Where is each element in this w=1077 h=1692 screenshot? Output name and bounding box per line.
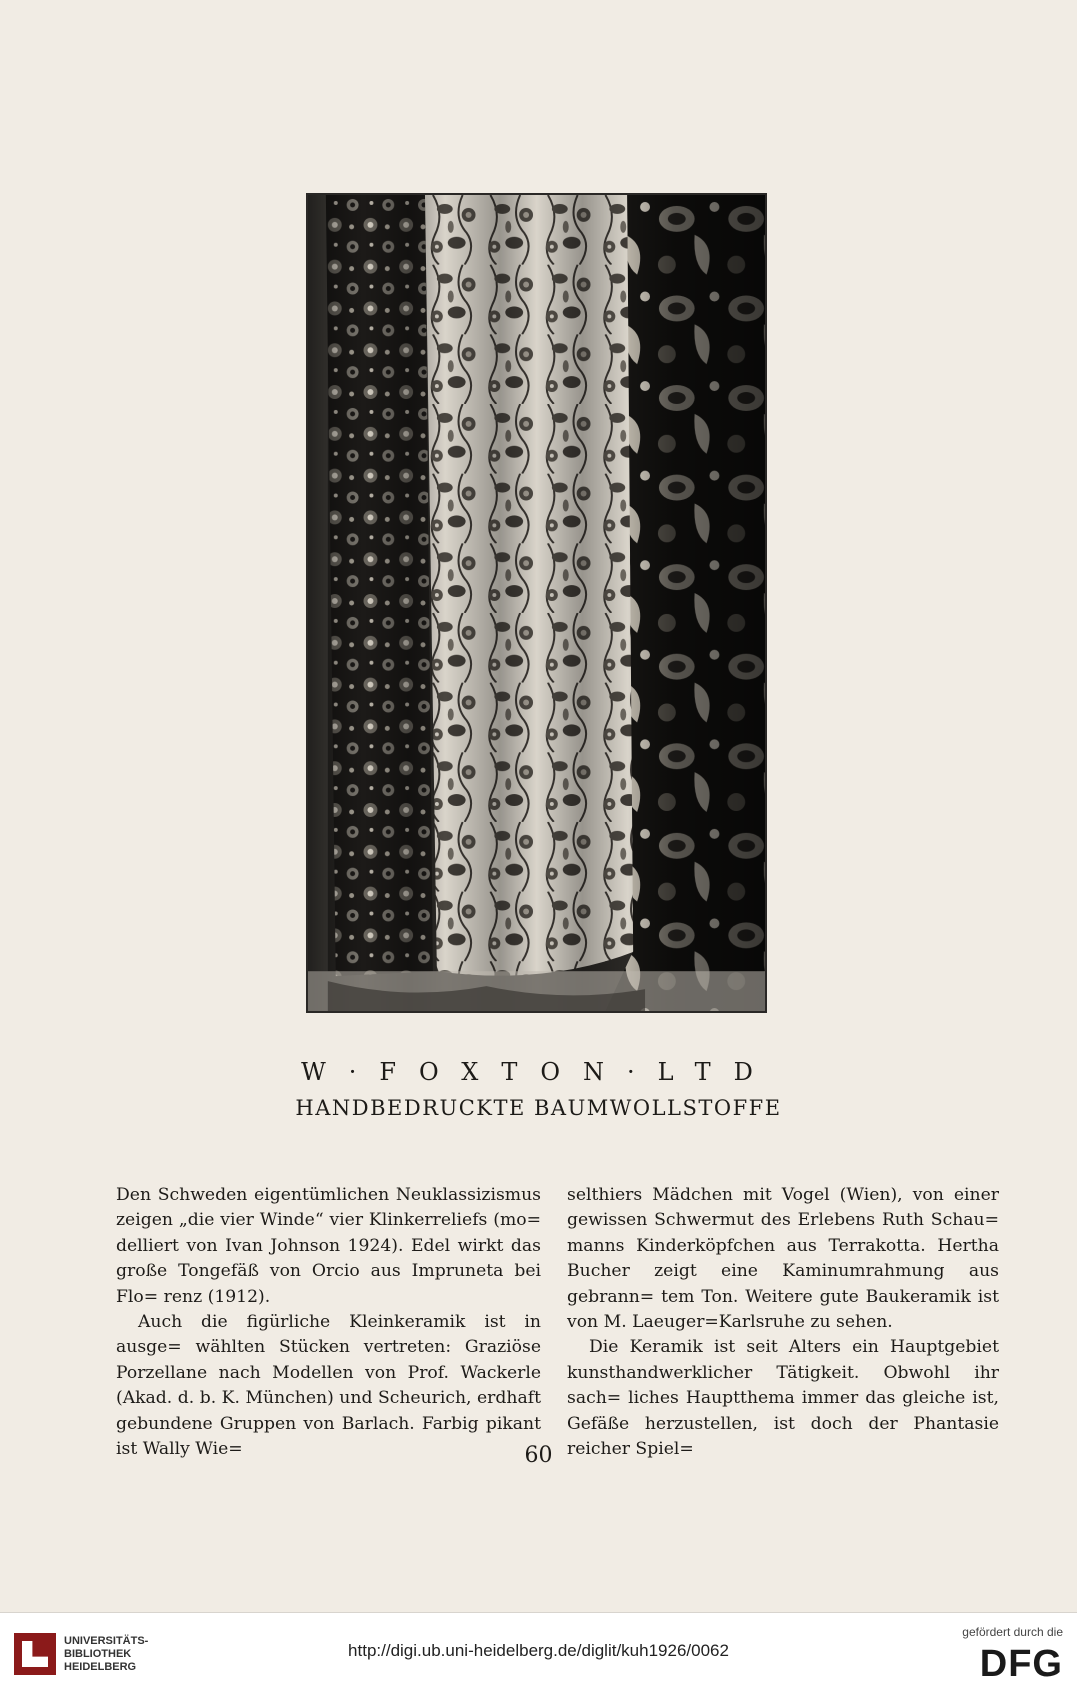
caption-title: HANDBEDRUCKTE BAUMWOLLSTOFFE <box>295 1096 782 1120</box>
permalink-url[interactable]: http://digi.ub.uni-heidelberg.de/diglit/kuh1926/0062 <box>348 1641 729 1660</box>
paragraph: Den Schweden eigentümlichen Neuklassizismus zeigen „die vier Winde“ vier Klinkerreliefs (mo= delliert von Ivan Johnson 1924). Edel wirkt das große Tongefäß von Orcio aus Impruneta bei Flo= renz (1912). <box>116 1185 541 1307</box>
paragraph: Auch die figürliche Kleinkeramik ist in ausge= wählten Stücken vertreten: Graziöse Porzellane nach Modellen von Prof. Wackerle (Akad. d. b. K. München) und Scheurich, erdhaft gebundene Gruppen von Barlach. Farbig pikant ist Wally Wie= <box>116 1312 541 1460</box>
paragraph: Die Keramik ist seit Alters ein Hauptgebiet kunsthandwerklicher Tätigkeit. Obwohl ihr sach= liches Hauptthema immer das gleiche ist, Gefäße herzustellen, ist doch der Phantasie reicher Spiel= <box>567 1337 999 1460</box>
caption-maker: W·FOXTON·LTD <box>301 1058 776 1086</box>
library-name-line: UNIVERSITÄTS- <box>64 1635 149 1647</box>
text-column-right <box>567 1183 999 1462</box>
page-number: 60 <box>524 1443 553 1468</box>
library-name-line: BIBLIOTHEK <box>64 1648 132 1660</box>
curtain-illustration <box>308 195 765 1011</box>
paragraph: selthiers Mädchen mit Vogel (Wien), von einer gewissen Schwermut des Erlebens Ruth Schau= manns Kinderköpfchen aus Terrakotta. Hertha Bucher zeigt eine Kaminumrahmung aus gebrann= tem Ton. Weitere gute Baukeramik ist von M. Laeuger=Karlsruhe zu sehen. <box>567 1185 999 1333</box>
text-column-left <box>116 1183 541 1462</box>
curtain-photograph <box>306 193 767 1013</box>
library-name-line: HEIDELBERG <box>64 1661 137 1673</box>
viewer-footer <box>0 1612 1077 1692</box>
dfg-logo: DFG <box>979 1643 1063 1685</box>
funding-note: gefördert durch die <box>962 1625 1063 1639</box>
